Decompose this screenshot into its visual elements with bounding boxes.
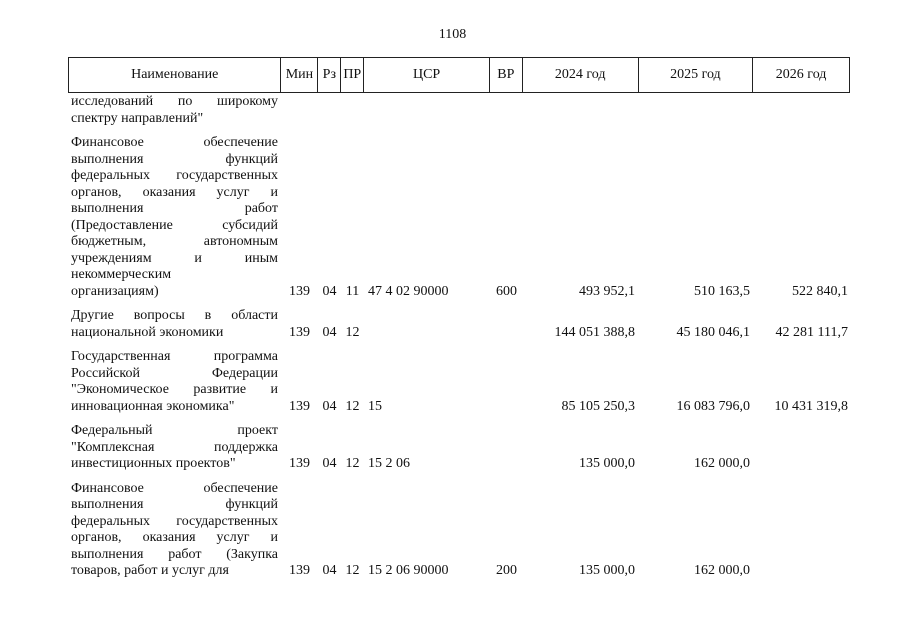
name-line: выполнения работ (Закупка: [71, 546, 278, 562]
cell-min: 139: [289, 456, 310, 471]
cell-csr: 15 2 06: [368, 456, 410, 471]
table-row: [68, 94, 850, 127]
cell-pr: 12: [345, 324, 360, 340]
header-2025: 2025 год: [639, 58, 754, 92]
cell-rz: 04: [322, 283, 337, 299]
header-csr: ЦСР: [364, 58, 490, 92]
cell-name: [68, 423, 281, 473]
name-line: спектру направлений": [71, 110, 204, 126]
cell-vr: 200: [496, 563, 517, 578]
cell-vr: 600: [496, 283, 517, 299]
cell-min: 139: [289, 563, 310, 578]
header-name: Наименование: [69, 58, 281, 92]
name-line: Государственная программа: [71, 349, 278, 364]
cell-2024: 85 105 250,3: [561, 398, 635, 414]
header-2026: 2026 год: [775, 67, 827, 82]
cell-rz: 04: [322, 324, 337, 340]
cell-2025: 16 083 796,0: [676, 398, 750, 414]
cell-pr: 12: [345, 398, 360, 414]
header-rz: Рз: [318, 58, 341, 92]
cell-pr: 12: [345, 456, 360, 471]
cell-name: [68, 349, 281, 415]
cell-pr: 12: [345, 563, 360, 578]
cell-csr: 15: [368, 398, 382, 414]
cell-rz: 04: [322, 398, 337, 414]
name-line: выполнения функций: [71, 151, 278, 167]
name-line: "Экономическое развитие и: [71, 382, 278, 397]
cell-2024: 135 000,0: [579, 456, 635, 471]
cell-min: 139: [289, 324, 310, 340]
cell-name: [68, 481, 281, 580]
name-line: учреждениям и иным: [71, 250, 278, 266]
cell-2024: 144 051 388,8: [554, 324, 635, 340]
name-line: национальной экономики: [71, 324, 224, 340]
name-line: выполнения работ: [71, 201, 278, 216]
cell-csr: 15 2 06 90000: [368, 563, 449, 578]
name-line: Федеральный проект: [71, 423, 278, 438]
header-pr: ПР: [341, 58, 364, 92]
cell-2025: 162 000,0: [694, 563, 750, 578]
cell-pr: 11: [345, 283, 360, 299]
table-row: [68, 423, 850, 473]
cell-min: 139: [289, 283, 310, 299]
table-row: [68, 308, 850, 341]
name-line: (Предоставление субсидий: [71, 217, 278, 233]
cell-rz: 04: [322, 563, 337, 578]
page-number: 1108: [438, 27, 467, 42]
name-line: выполнения функций: [71, 497, 278, 512]
cell-2026: 42 281 111,7: [775, 324, 848, 340]
name-line: органов, оказания услуг и: [71, 184, 278, 200]
cell-name: [68, 94, 281, 127]
table-row: [68, 349, 850, 415]
cell-2025: 510 163,5: [694, 283, 750, 299]
table-row: [68, 135, 850, 300]
cell-2025: 45 180 046,1: [676, 324, 750, 340]
name-line: федеральных государственных: [71, 168, 278, 183]
cell-2026: 10 431 319,8: [774, 398, 848, 414]
cell-name: [68, 135, 281, 300]
table-body: [68, 94, 850, 588]
cell-csr: 47 4 02 90000: [368, 283, 449, 299]
name-line: Другие вопросы в области: [71, 308, 278, 323]
name-line: некоммерческим: [71, 267, 172, 282]
table-header: [68, 57, 850, 93]
cell-name: [68, 308, 281, 341]
name-line: Российской Федерации: [71, 365, 278, 381]
name-line: федеральных государственных: [71, 513, 278, 529]
name-line: инновационная экономика": [71, 398, 235, 414]
header-vr: ВР: [490, 58, 523, 92]
name-line: Финансовое обеспечение: [71, 135, 278, 150]
cell-2025: 162 000,0: [694, 456, 750, 471]
cell-min: 139: [289, 398, 310, 414]
name-line: органов, оказания услуг и: [71, 530, 278, 545]
cell-2024: 135 000,0: [579, 563, 635, 578]
cell-rz: 04: [322, 456, 337, 471]
cell-2026: 522 840,1: [792, 283, 848, 299]
cell-2024: 493 952,1: [579, 283, 635, 299]
name-line: "Комплексная поддержка: [71, 439, 278, 455]
header-min: Мин: [281, 58, 318, 92]
name-line: исследований по широкому: [71, 94, 278, 109]
table-row: [68, 481, 850, 580]
name-line: инвестиционных проектов": [71, 456, 236, 471]
name-line: организациям): [71, 283, 159, 299]
header-2024: 2024 год: [523, 58, 639, 92]
name-line: Финансовое обеспечение: [71, 480, 278, 496]
name-line: бюджетным, автономным: [71, 234, 278, 249]
name-line: товаров, работ и услуг для: [71, 563, 229, 578]
